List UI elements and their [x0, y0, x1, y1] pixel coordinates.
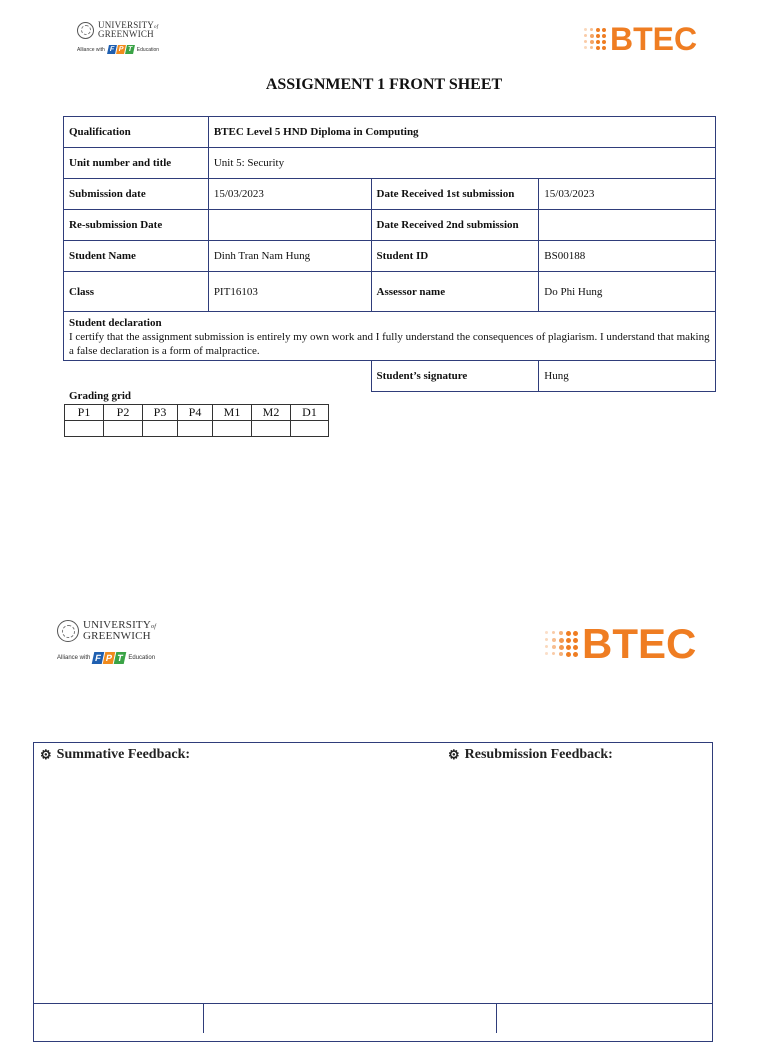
submission-date-value: 15/03/2023 [208, 179, 371, 210]
table-row [64, 210, 716, 241]
grade-divider [496, 1003, 497, 1033]
fpt-letter-p: P [103, 652, 116, 664]
grade-column-p1: P1 [65, 405, 104, 421]
btec-logo [584, 22, 697, 56]
gear-icon: ⚙ [40, 747, 52, 762]
fpt-letter-f: F [107, 45, 117, 54]
gear-icon: ⚙ [448, 747, 460, 762]
class-label: Class [64, 272, 209, 312]
resubmission-feedback-heading [448, 747, 613, 763]
assessor-value: Do Phi Hung [539, 272, 716, 312]
student-id-value: BS00188 [539, 241, 716, 272]
grade-cell [213, 421, 252, 437]
fpt-letter-t: T [125, 45, 135, 54]
table-row [64, 148, 716, 179]
table-row [64, 179, 716, 210]
grade-cell [65, 421, 104, 437]
grade-cell [104, 421, 143, 437]
front-sheet-table [63, 116, 716, 392]
grade-column-p2: P2 [104, 405, 143, 421]
grading-grid-title: Grading grid [69, 390, 132, 402]
table-row [64, 272, 716, 312]
qualification-value: BTEC Level 5 HND Diploma in Computing [208, 117, 715, 148]
alliance-with-text: Alliance with [77, 46, 105, 53]
signature-value: Hung [539, 361, 716, 392]
fpt-logo [93, 652, 125, 664]
qualification-label: Qualification [64, 117, 209, 148]
btec-wordmark: BTEC [610, 21, 698, 57]
fpt-logo [108, 45, 134, 54]
feedback-divider [33, 1003, 713, 1004]
unit-label: Unit number and title [64, 148, 209, 179]
signature-label: Student’s signature [371, 361, 539, 392]
student-id-label: Student ID [371, 241, 539, 272]
university-line2: GREENWICH [98, 29, 154, 39]
university-line1: UNIVERSITY [83, 619, 151, 631]
grade-cell [291, 421, 329, 437]
table-row [64, 361, 716, 392]
student-name-value: Dinh Tran Nam Hung [208, 241, 371, 272]
date-received-2-value [539, 210, 716, 241]
resubmission-date-value [208, 210, 371, 241]
resubmission-date-label: Re-submission Date [64, 210, 209, 241]
summative-feedback-heading [40, 747, 190, 763]
table-row [64, 241, 716, 272]
date-received-1-label: Date Received 1st submission [371, 179, 539, 210]
fpt-letter-p: P [117, 46, 124, 53]
declaration-title: Student declaration [69, 317, 162, 329]
crest-icon [57, 620, 79, 642]
education-text: Education [128, 655, 156, 661]
table-row [64, 117, 716, 148]
university-of: of [154, 25, 159, 30]
grading-values-row [65, 421, 329, 437]
summative-feedback-label: Summative Feedback: [56, 747, 191, 762]
grade-column-m1: M1 [213, 405, 252, 421]
date-received-2-label: Date Received 2nd submission [371, 210, 539, 241]
submission-date-label: Submission date [64, 179, 209, 210]
grade-cell [143, 421, 178, 437]
declaration-text: I certify that the assignment submission is entirely my own work and I fully understand the consequences of plagiarism. I understand that making a false declaration is a form of malpractice. [69, 331, 710, 357]
university-line2: GREENWICH [83, 630, 151, 642]
grade-column-p3: P3 [143, 405, 178, 421]
grading-grid-table [64, 404, 329, 437]
university-logo-page2 [57, 620, 156, 664]
btec-wordmark: BTEC [582, 620, 697, 667]
unit-value: Unit 5: Security [208, 148, 715, 179]
resubmission-feedback-label: Resubmission Feedback: [464, 747, 613, 762]
crest-icon [77, 22, 94, 39]
table-row [64, 312, 716, 361]
education-text: Education [136, 46, 160, 53]
grade-cell [252, 421, 291, 437]
btec-logo-page2 [545, 622, 696, 666]
grade-column-d1: D1 [291, 405, 329, 421]
feedback-box [33, 742, 713, 1042]
grade-cell [178, 421, 213, 437]
class-value: PIT16103 [208, 272, 371, 312]
btec-dots-icon [545, 631, 578, 657]
university-logo [77, 21, 159, 54]
university-of: of [151, 624, 157, 630]
assessor-label: Assessor name [371, 272, 539, 312]
grade-column-p4: P4 [178, 405, 213, 421]
btec-dots-icon [584, 28, 606, 50]
page-title: ASSIGNMENT 1 FRONT SHEET [265, 76, 503, 93]
fpt-letter-f: F [92, 652, 105, 664]
student-name-label: Student Name [64, 241, 209, 272]
fpt-letter-t: T [114, 652, 127, 664]
grading-header-row [65, 405, 329, 421]
alliance-with-text: Alliance with [57, 655, 91, 661]
date-received-1-value: 15/03/2023 [539, 179, 716, 210]
grade-column-m2: M2 [252, 405, 291, 421]
university-line1: UNIVERSITY [98, 20, 154, 30]
grade-divider [203, 1003, 204, 1033]
